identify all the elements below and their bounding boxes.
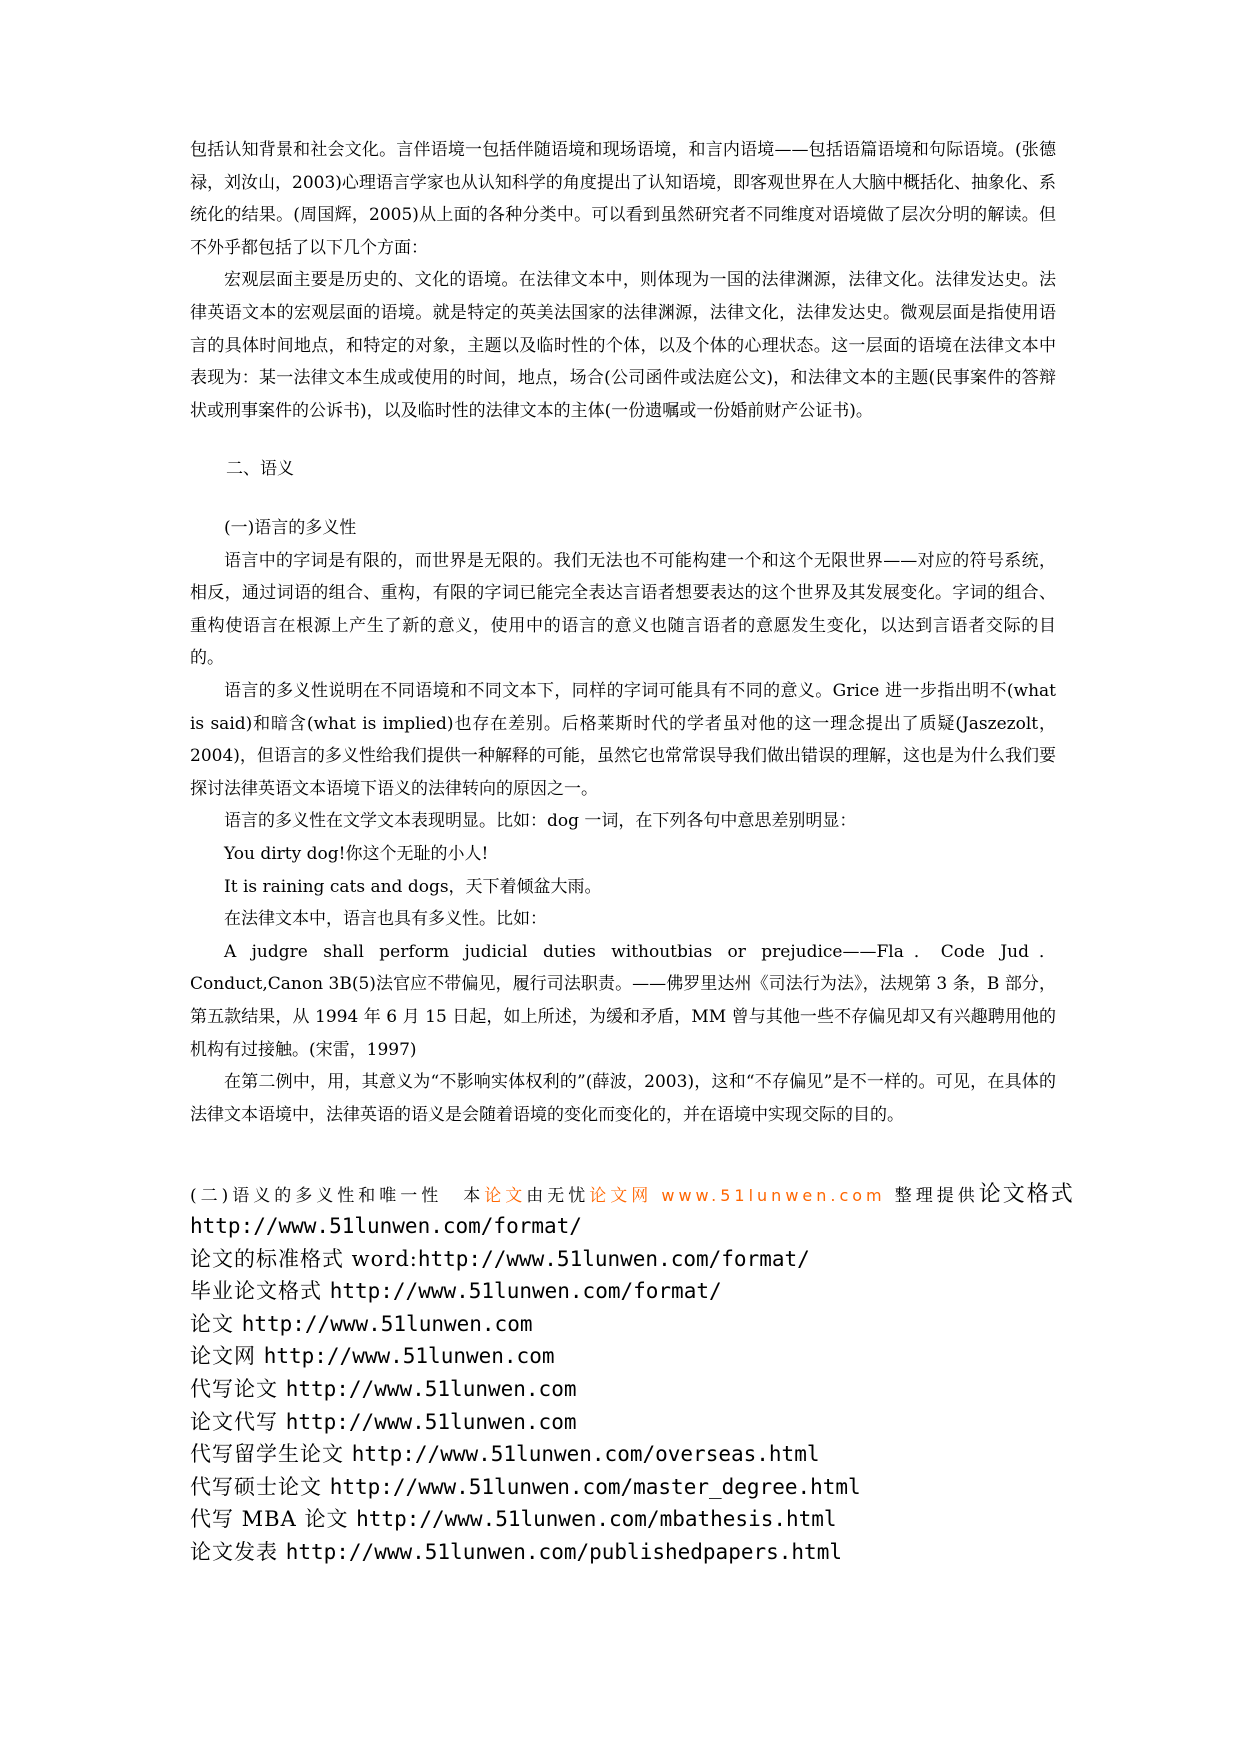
link-line[interactable] (190, 1275, 1070, 1308)
link-url[interactable]: http://www.51lunwen.com/overseas.html (351, 1442, 820, 1467)
paragraph-polysemy-grice: 语言的多义性说明在不同语境和不同文本下，同样的字词可能具有不同的意义。Grice 进一步指出明不(what is said)和暗含(what is implied)也存在差别。后格莱斯时代的学者虽对他的这一理念提出了质疑(Jaszezolt，2004)，但语言的多义性给我们提供一种解释的可能，虽然它也常常误导我们做出错误的理解，这也是为什么我们要探讨法律英语文本语境下语义的法律转向的原因之一。 (190, 680, 1056, 799)
link-label: 论文网 (190, 1344, 264, 1369)
link-line[interactable] (190, 1438, 1070, 1471)
link-label: 论文发表 (190, 1539, 286, 1564)
ad-text-provided: 整理提供 (894, 1186, 979, 1206)
link-label: 论文的标准格式 word: (190, 1246, 418, 1271)
link-label: 代写 MBA 论文 (190, 1507, 357, 1532)
example-cats-and-dogs: It is raining cats and dogs，天下着倾盆大雨。 (224, 876, 602, 897)
link-line[interactable] (190, 1471, 1070, 1504)
link-label: 代写硕士论文 (190, 1474, 330, 1499)
link-url[interactable]: http://www.51lunwen.com (285, 1376, 577, 1401)
link-line[interactable] (190, 1243, 1070, 1276)
subheading-polysemy: (一)语言的多义性 (224, 518, 357, 538)
paragraph-finite-words: 语言中的字词是有限的，而世界是无限的。我们无法也不可能构建一个和这个无限世界——对应的符号系统，相反，通过词语的组合、重构，有限的字词已能完全表达言语者想要表达的这个世界及其发展变化。字词的组合、重构使语言在根源上产生了新的意义，使用中的语言的意义也随言语者的意愿发生变化，以达到言语者交际的目的。 (190, 550, 1056, 669)
semantics-section (190, 512, 1056, 1131)
paragraph-context-classification: 包括认知背景和社会文化。言伴语境一包括伴随语境和现场语境，和言内语境——包括语篇语境和句际语境。(张德禄，刘汝山，2003)心理语言学家也从认知科学的角度提出了认知语境，即客观世界在人大脑中概括化、抽象化、系统化的结果。(周国辉，2005)从上面的各种分类中。可以看到虽然研究者不同维度对语境做了层次分明的解读。但不外乎都包括了以下几个方面： (190, 140, 1056, 258)
paragraph-second-example: 在第二例中，用，其意义为“不影响实体权利的”(薛波，2003)，这和“不存偏见”是不一样的。可见，在具体的法律文本语境中，法律英语的语义是会随着语境的变化而变化的，并在语境中实现交际的目的。 (190, 1072, 1056, 1125)
link-label: 论文 (190, 1311, 242, 1336)
link-url[interactable]: http://www.51lunwen.com/master_degree.html (329, 1474, 861, 1499)
link-label: 代写留学生论文 (190, 1442, 352, 1467)
link-url[interactable]: http://www.51lunwen.com (241, 1311, 533, 1336)
link-label: 毕业论文格式 (190, 1279, 330, 1304)
link-url[interactable]: http://www.51lunwen.com/publishedpapers.html (285, 1539, 842, 1564)
link-line[interactable] (190, 1406, 1070, 1439)
paragraph-legal-polysemy: 在法律文本中，语言也具有多义性。比如： (224, 909, 547, 930)
paragraph-macro-micro-context: 宏观层面主要是历史的、文化的语境。在法律文本中，则体现为一国的法律渊源，法律文化。法律发达史。法律英语文本的宏观层面的语境。就是特定的英美法国家的法律渊源，法律文化，法律发达史。微观层面是指使用语言的具体时间地点，和特定的对象，主题以及临时性的个体，以及个体的心理状态。这一层面的语境在法律文本中表现为：某一法律文本生成或使用的时间，地点，场合(公司函件或法庭公文)，和法律文本的主题(民事案件的答辩状或刑事案件的公诉书)，以及临时性的法律文本的主体(一份遗嘱或一份婚前财产公证书)。 (190, 270, 1056, 421)
link-line[interactable] (190, 1308, 1070, 1341)
ad-line (190, 1181, 1075, 1210)
context-section (190, 134, 1056, 427)
section-heading-semantics: 二、语义 (226, 459, 294, 479)
link-label: 代写论文 (190, 1376, 286, 1401)
link-url[interactable]: http://www.51lunwen.com/format/ (190, 1214, 582, 1238)
link-label: 论文代写 (190, 1409, 286, 1434)
ad-site-url[interactable]: www.51lunwen.com (652, 1186, 895, 1205)
link-url[interactable]: http://www.51lunwen.com/format/ (417, 1246, 810, 1271)
link-line[interactable] (190, 1503, 1070, 1536)
link-line[interactable] (190, 1210, 1070, 1243)
link-url[interactable]: http://www.51lunwen.com/mbathesis.html (356, 1507, 837, 1532)
link-url[interactable]: http://www.51lunwen.com (285, 1409, 577, 1434)
ad-text-from: 由无忧 (526, 1186, 590, 1206)
ad-format-label: 论文格式 (978, 1182, 1075, 1207)
link-line[interactable] (190, 1373, 1070, 1406)
ad-subheading-text: (二)语义的多义性和唯一性 本 (190, 1186, 485, 1206)
link-url[interactable]: http://www.51lunwen.com/format/ (329, 1279, 722, 1304)
paragraph-judicial-example: A judgre shall perform judicial duties withoutbias or prejudice——Fla．Code Jud．Conduct,Canon 3B(5)法官应不带偏见，履行司法职责。——佛罗里达州《司法行为法》，法规第 3 条，B 部分，第五款结果，从 1994 年 6 月 15 日起，如上所述，为缓和矛盾，MM 曾与其他一些不存偏见却又有兴趣聘用他的机构有过接触。(宋雷，1997) (190, 941, 1056, 1060)
ad-link-lunwenwang[interactable]: 论文网 (589, 1186, 653, 1206)
example-dirty-dog: You dirty dog!你这个无耻的小人! (224, 843, 489, 864)
ad-link-lunwen[interactable]: 论文 (484, 1186, 527, 1206)
link-url[interactable]: http://www.51lunwen.com (263, 1344, 555, 1369)
link-line[interactable] (190, 1536, 1070, 1569)
link-line[interactable] (190, 1340, 1070, 1373)
advertisement-footer (190, 1181, 1075, 1569)
paragraph-literary-polysemy: 语言的多义性在文学文本表现明显。比如：dog 一词，在下列各句中意思差别明显： (224, 811, 857, 832)
